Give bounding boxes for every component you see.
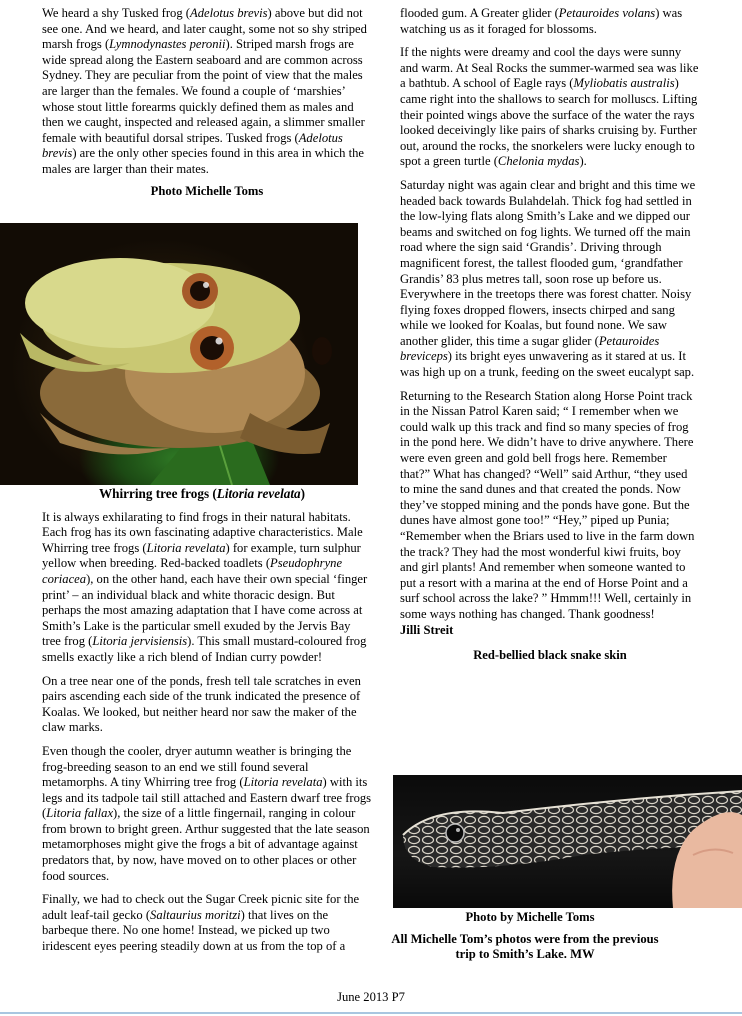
photo-credit-frogs: Photo Michelle Toms: [150, 183, 264, 198]
paragraph-metamorphs: Even though the cooler, dryer autumn weather is bringing the frog-breeding season to an end we still found several metamorphs. A tiny Whirring tree frog (Litoria revelata) with its legs and its tadpole tail still attached and Eastern dwarf tree frogs (Litoria fallax), the size of a little fingernail, ranging in colour from brown to bright green. Arthur suggested that the late season metamorphoses might give the frogs a bit of advantage against predators that, by now, have moved on to other places or other food sources.: [42, 743, 372, 883]
paragraph-adaptations: It is always exhilarating to find frogs in their natural habitats. Each frog has its own fascinating adaptive characteristics. Male Whirring tree frogs (Litoria revelata) for example, turn sulphur yellow when breeding. Red-backed toadlets (Pseudophryne coriacea), on the other hand, each have their own special ‘finger print’ – an individual black and white thoracic design. But perhaps the most amazing adaptation that I have come across at Smith’s Lake is the particular smell exuded by the Jervis Bay tree frog (Litoria jervisiensis). This small mustard-coloured frog smells exactly like a rich blend of Indian curry powder!: [42, 509, 368, 664]
page-footer: June 2013 P7: [337, 990, 405, 1004]
paragraph-koala-scratches: On a tree near one of the ponds, fresh tell tale scratches in even pairs ascending each side of the trunk indicated the presence of Koalas. We looked, but neither heard nor saw the maker of the claw marks.: [42, 673, 361, 735]
snake-photo-title: Red-bellied black snake skin: [473, 648, 627, 663]
left-column-top: [42, 6, 372, 207]
snake-caption-block: [391, 910, 700, 971]
author-signature: Jilli Streit: [400, 622, 454, 637]
right-column: [400, 6, 700, 672]
paragraph-greater-glider: flooded gum. A Greater glider (Petauroides volans) was watching us as it foraged for blossoms.: [400, 6, 683, 36]
photo-credit-snake: Photo by Michelle Toms: [465, 910, 595, 924]
left-column-bottom: [42, 486, 372, 963]
frog-photo-caption: Whirring tree frogs (Litoria revelata): [98, 486, 306, 501]
snake-photo: [393, 775, 742, 908]
paragraph-saturday-night: Saturday night was again clear and bright and this time we headed back towards Bulahdelah. Thick fog had settled in the low-lying flats along Smith’s Lake and we dipped our beams and switched on fog lights. We turned off the main road where the sign said ‘Grandis’. Driving through magnificent forest, the tallest flooded gum, ‘grandfather Grandis’ 83 plus metres tall, soon rose up before us. Everywhere in the treetops there was forest chatter. Noisy flying foxes dropped flowers, insects chirped and sang while we looked for Koalas, but found none. We saw another glider, this time a sugar glider (Petauroides breviceps) its bright eyes unwavering as it stared at us. It was high up on a trunk, feeding on the sweet eucalypt sap.: [400, 177, 696, 380]
paragraph-marsh-frogs: We heard a shy Tusked frog (Adelotus brevis) above but did not see one. And we heard, and later caught, some not so shy striped marsh frogs (Lymnodynastes peronii). Striped marsh frogs are wide spread along the Eastern seaboard and are common across Sydney. They are peculiar from the point of view that the males are larger than the females. We found a couple of ‘marshies’ whose stout little forearms quickly defined them as males and then we caught, inspected and released again, a slimmer smaller female with beautiful dorsal stripes. Tusked frogs (Adelotus brevis) are the only other species found in this area in which the males are larger than their mates.: [42, 6, 367, 176]
snake-skin-image: [393, 775, 742, 908]
whirring-tree-frogs-image: [0, 223, 358, 485]
paragraph-horse-point: Returning to the Research Station along Horse Point track in the Nissan Patrol Karen said; “ I remember when we could walk up this track and find so many species of frog in the pond here. We didn’t have to drive anywhere. There were even green and gold bell frogs here. Remember that?” What has changed? “Well” said Arthur, “they used to mine the sand dunes and that created the ponds. Now they’ve stopped mining and the ponds have gone. But the dunes have almost gone too!” “Hey,” piped up Punia; “Remember when the Briars used to live in the farm down the track? They had the most wonderful kiwi fruits, boy and girl plants! And remember when someone wanted to put a resort with a marina at the end of Horse Point and a surf school across the lake? ” Hmmm!!! Well, certainly in some ways nothing has changed. Thank goodness!: [400, 388, 695, 621]
photo-closing-note: All Michelle Tom’s photos were from the previous trip to Smith’s Lake. MW: [391, 931, 659, 962]
page-bottom-rule: [0, 1012, 742, 1014]
paragraph-seal-rocks: If the nights were dreamy and cool the days were sunny and warm. At Seal Rocks the summer-warmed sea was like a bathtub. A school of Eagle rays (Myliobatis australis) came right into the shallows to search for molluscs. Lifting their pointed wings above the surface of the water the rays looked deceivingly like pairs of sharks cruising by. Further out, around the rocks, the snorkelers were lucky enough to spot a green turtle (Chelonia mydas).: [400, 45, 699, 169]
paragraph-gecko: Finally, we had to check out the Sugar Creek picnic site for the adult leaf-tail gecko (Saltaurius moritzi) that lives on the barbeque there. No one home! Instead, we picked up two iridescent eyes peering steadily down at us from the top of a: [42, 892, 360, 954]
frog-photo: [0, 223, 358, 485]
